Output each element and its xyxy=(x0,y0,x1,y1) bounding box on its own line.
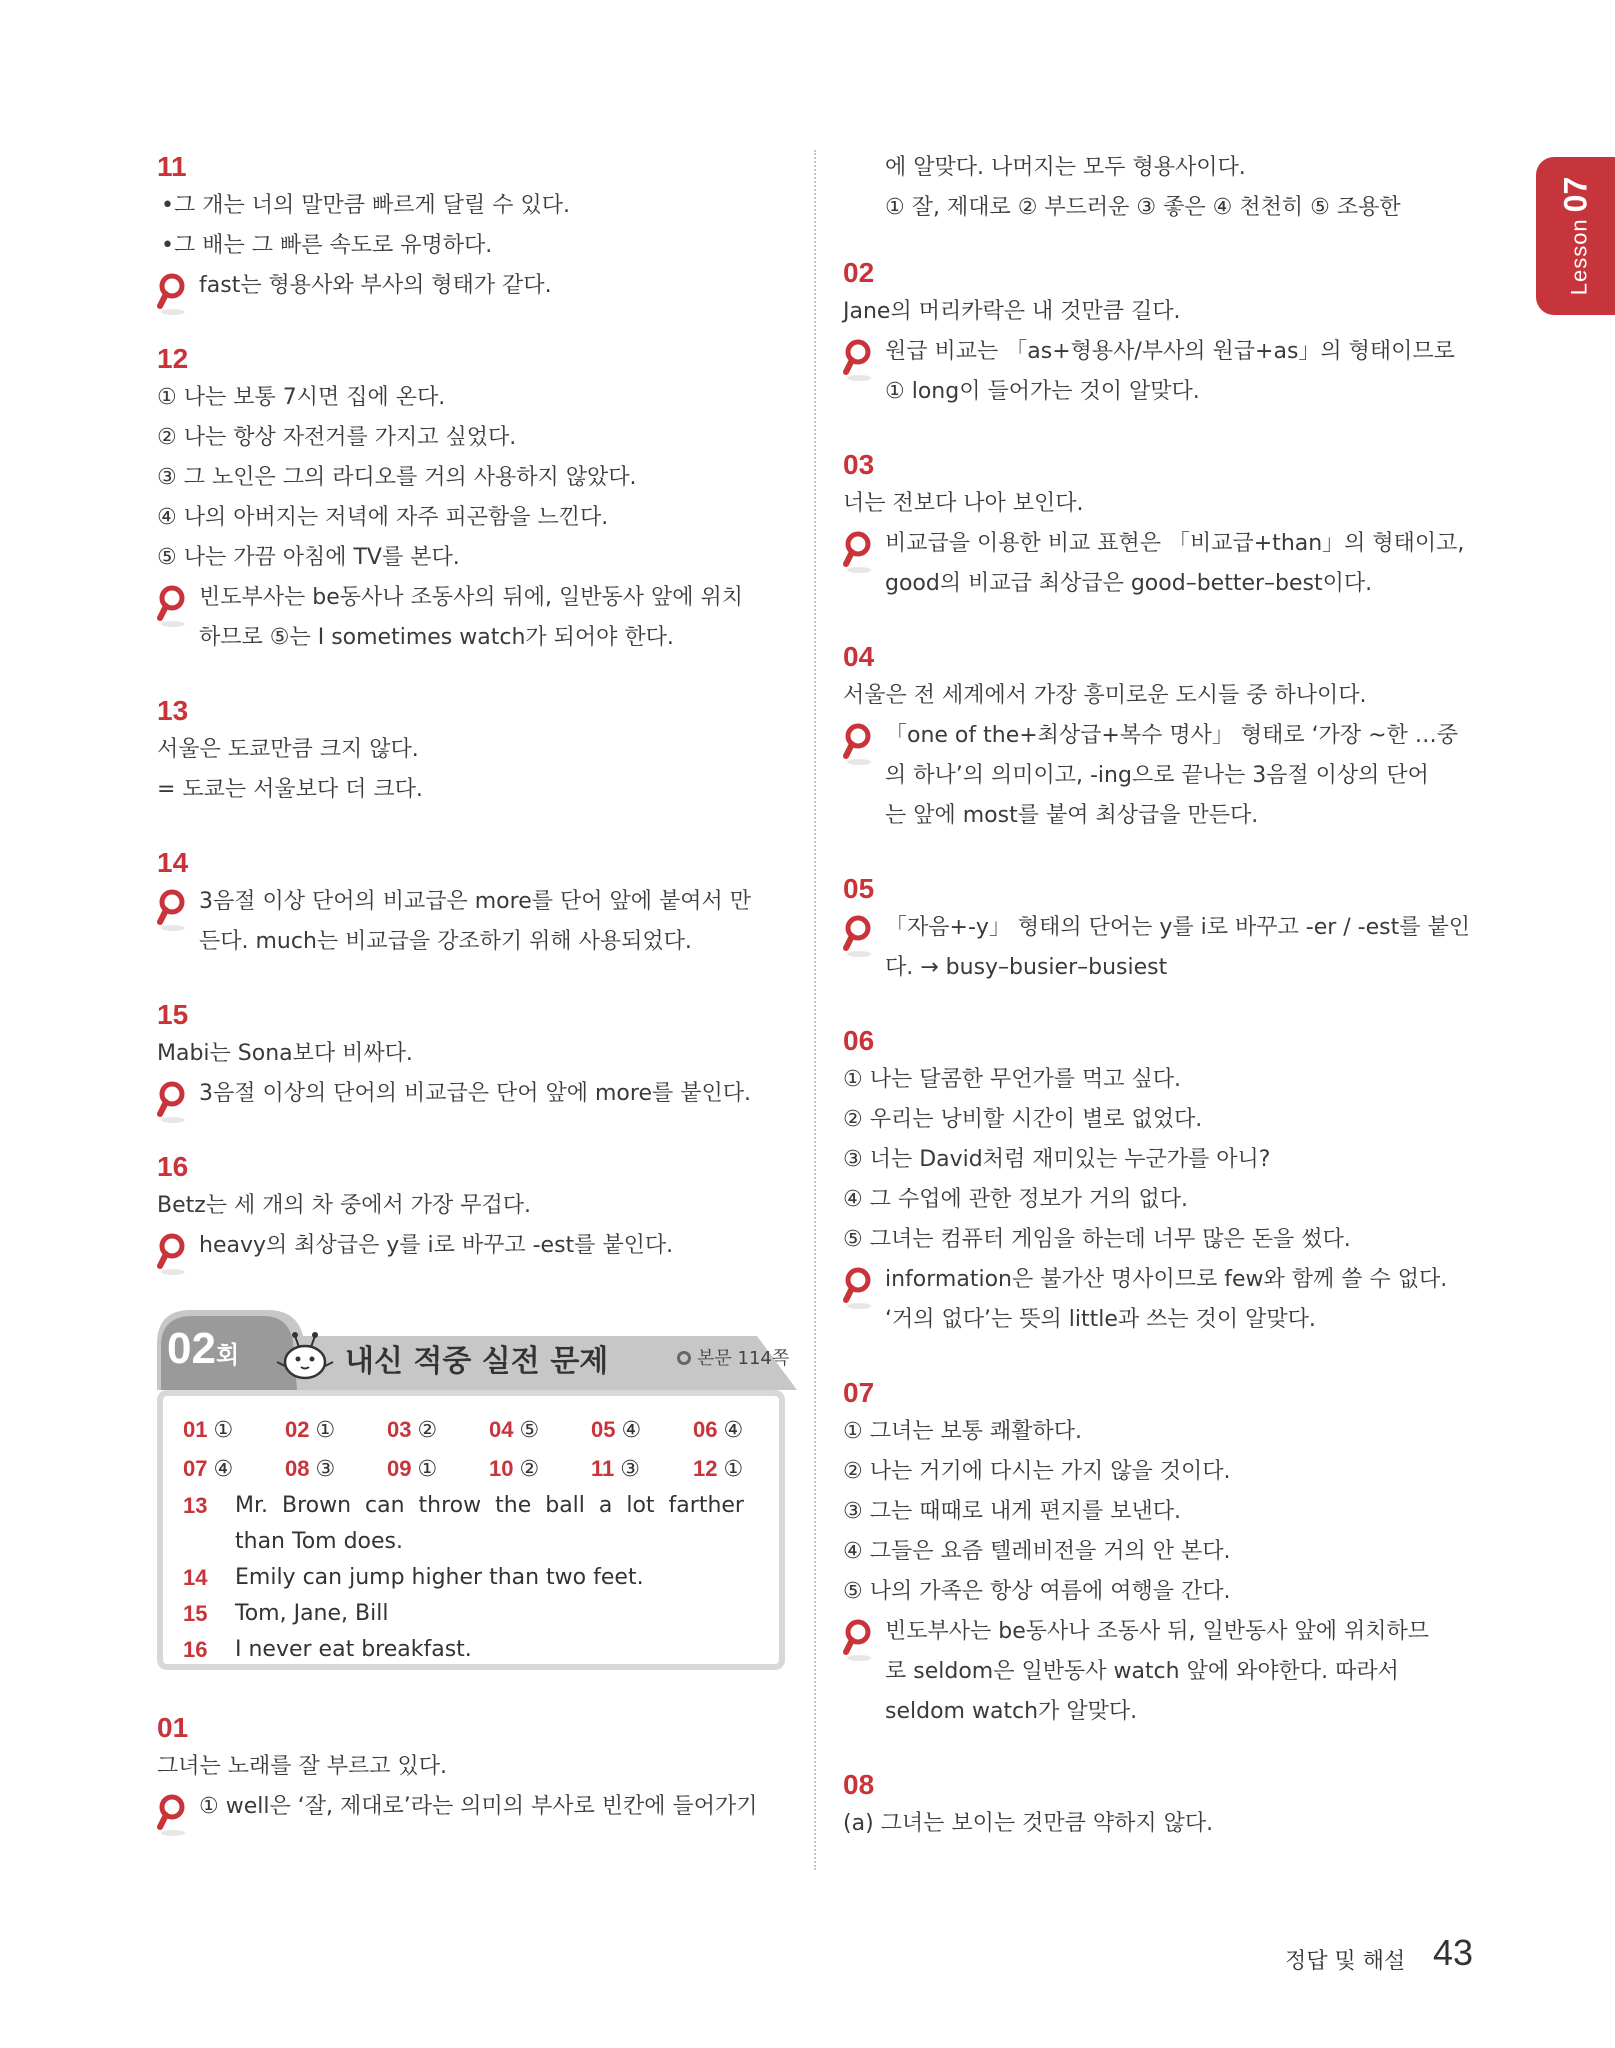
answer-line: 서울은 도쿄만큼 크지 않다. xyxy=(157,737,419,762)
answer-key-number: 08 xyxy=(285,1456,310,1481)
answer-key-text-line: than Tom does. xyxy=(235,1529,403,1554)
answer-key-choice: ④ xyxy=(723,1418,744,1443)
answer-line: ① 나는 달콤한 무언가를 먹고 싶다. xyxy=(843,1067,1181,1092)
column-divider xyxy=(814,150,816,1870)
explanation-text: ① long이 들어가는 것이 알맞다. xyxy=(885,379,1200,404)
answer-key-item xyxy=(387,1451,489,1488)
answer-key-choice: ② xyxy=(519,1457,540,1482)
explanation xyxy=(843,1260,1475,1340)
explanation xyxy=(157,578,787,658)
explanation-text: 빈도부사는 be동사나 조동사의 뒤에, 일반동사 앞에 위치 xyxy=(199,585,743,610)
magnifier-icon xyxy=(157,584,191,628)
question-number: 06 xyxy=(843,1025,875,1056)
question-number: 07 xyxy=(843,1377,875,1408)
answer-grid xyxy=(183,1412,761,1488)
explanation xyxy=(157,1226,787,1266)
answer-line: ④ 그들은 요즘 텔레비전을 거의 안 본다. xyxy=(843,1539,1231,1564)
explanation-text: information은 불가산 명사이므로 few와 함께 쓸 수 없다. xyxy=(885,1267,1448,1292)
answer-key-choice: ① xyxy=(723,1457,744,1482)
answer-key-choice: ③ xyxy=(620,1457,640,1482)
question-07 xyxy=(843,1374,1475,1732)
answer-key-text xyxy=(235,1488,744,1560)
section-header xyxy=(157,1306,817,1390)
answer-key-number: 06 xyxy=(693,1417,718,1442)
question-02 xyxy=(843,254,1475,412)
page-reference xyxy=(677,1344,789,1370)
question-13 xyxy=(157,692,787,810)
question-01 xyxy=(157,1709,787,1827)
answer-key-text-line: Emily can jump higher than two feet. xyxy=(235,1565,644,1590)
question-number: 01 xyxy=(157,1712,189,1743)
answer-key-number: 12 xyxy=(693,1456,718,1481)
section-number-suffix: 회 xyxy=(215,1342,240,1369)
question-number: 04 xyxy=(843,641,875,672)
answer-key-item xyxy=(183,1412,285,1449)
question-16 xyxy=(157,1148,787,1266)
answer-key-item xyxy=(693,1412,795,1449)
answer-line: 서울은 전 세계에서 가장 흥미로운 도시들 중 하나이다. xyxy=(843,683,1367,708)
answer-key-text xyxy=(235,1632,472,1668)
answer-key-box xyxy=(157,1390,785,1670)
magnifier-icon xyxy=(843,530,877,574)
answer-line: ③ 너는 David처럼 재미있는 누군가를 아니? xyxy=(843,1147,1271,1172)
explanation-continued: 에 알맞다. 나머지는 모두 형용사이다. xyxy=(885,155,1246,180)
explanation-continued: ① 잘, 제대로 ② 부드러운 ③ 좋은 ④ 천천히 ⑤ 조용한 xyxy=(885,195,1401,220)
answer-line: Jane의 머리카락은 내 것만큼 길다. xyxy=(843,299,1181,324)
answer-key-item xyxy=(285,1451,387,1488)
question-12 xyxy=(157,340,787,658)
answer-key-number: 01 xyxy=(183,1417,208,1442)
answer-key-choice: ② xyxy=(417,1418,438,1443)
question-number: 12 xyxy=(157,343,189,374)
question-08 xyxy=(843,1766,1475,1844)
answer-line: •그 개는 너의 말만큼 빠르게 달릴 수 있다. xyxy=(161,193,570,218)
question-number: 14 xyxy=(157,847,189,878)
answer-key-number: 10 xyxy=(489,1456,514,1481)
question-number: 02 xyxy=(843,257,875,288)
answer-key-choice: ④ xyxy=(213,1457,234,1482)
answer-key-number: 15 xyxy=(183,1601,208,1626)
magnifier-icon xyxy=(843,722,877,766)
explanation-text: 3음절 이상의 단어의 비교급은 단어 앞에 more를 붙인다. xyxy=(199,1081,751,1106)
answer-line: ② 나는 거기에 다시는 가지 않을 것이다. xyxy=(843,1459,1231,1484)
answer-key-long-item xyxy=(183,1632,761,1668)
explanation-text: 하므로 ⑤는 I sometimes watch가 되어야 한다. xyxy=(199,625,674,650)
long-answers xyxy=(183,1488,761,1668)
explanation xyxy=(157,1074,787,1114)
answer-key-text-line: Mr. Brown can throw the ball a lot farther xyxy=(235,1493,744,1518)
explanation-text: seldom watch가 알맞다. xyxy=(885,1699,1138,1724)
answer-key-item xyxy=(387,1412,489,1449)
page-number: 43 xyxy=(1433,1932,1474,1973)
answer-line: ⑤ 나의 가족은 항상 여름에 여행을 간다. xyxy=(843,1579,1231,1604)
answer-key-item xyxy=(591,1412,693,1449)
answer-line: Betz는 세 개의 차 중에서 가장 무겁다. xyxy=(157,1193,532,1218)
question-number: 08 xyxy=(843,1769,875,1800)
question-01-continued xyxy=(843,148,1475,228)
answer-key-long-item xyxy=(183,1488,761,1560)
explanation xyxy=(157,266,787,306)
answer-key-item xyxy=(591,1451,693,1488)
answer-line: Mabi는 Sona보다 비싸다. xyxy=(157,1041,413,1066)
section-number-digits: 02 xyxy=(167,1324,216,1373)
answer-key-number: 07 xyxy=(183,1456,208,1481)
answer-key-item xyxy=(693,1451,795,1488)
question-number: 05 xyxy=(843,873,875,904)
answer-key-text xyxy=(235,1560,644,1596)
answer-key-choice: ③ xyxy=(315,1457,336,1482)
answer-key-number: 05 xyxy=(591,1417,616,1442)
explanation xyxy=(843,1612,1475,1732)
explanation-text: 「one of the+최상급+복수 명사」 형태로 ‘가장 ~한 …중 xyxy=(885,723,1459,748)
explanation xyxy=(843,716,1475,836)
circle-bullet-icon xyxy=(677,1351,691,1365)
question-number: 16 xyxy=(157,1151,189,1182)
answer-key-number: 16 xyxy=(183,1637,208,1662)
answer-key-number: 13 xyxy=(183,1493,208,1518)
explanation-text: 원급 비교는 「as+형용사/부사의 원급+as」의 형태이므로 xyxy=(885,339,1455,364)
magnifier-icon xyxy=(157,272,191,316)
explanation-text: fast는 형용사와 부사의 형태가 같다. xyxy=(199,273,552,298)
answer-key-item xyxy=(183,1451,285,1488)
answer-line: 그녀는 노래를 잘 부르고 있다. xyxy=(157,1754,447,1779)
question-number: 03 xyxy=(843,449,875,480)
magnifier-icon xyxy=(157,888,191,932)
question-number: 15 xyxy=(157,999,189,1030)
answer-key-number: 04 xyxy=(489,1417,514,1442)
magnifier-icon xyxy=(157,1080,191,1124)
page-reference-text: 본문 114쪽 xyxy=(697,1348,790,1369)
answer-line: ④ 나의 아버지는 저녁에 자주 피곤함을 느낀다. xyxy=(157,505,609,530)
question-15 xyxy=(157,996,787,1114)
answer-key-choice: ① xyxy=(417,1457,438,1482)
right-column xyxy=(843,148,1475,1878)
answer-key-text xyxy=(235,1596,388,1632)
explanation-text: 는 앞에 most를 붙여 최상급을 만든다. xyxy=(885,803,1259,828)
explanation-text: 다. → busy–busier–busiest xyxy=(885,955,1168,980)
explanation-text: 3음절 이상 단어의 비교급은 more를 단어 앞에 붙여서 만 xyxy=(199,889,751,914)
question-number: 13 xyxy=(157,695,189,726)
explanation-text: 「자음+-y」 형태의 단어는 y를 i로 바꾸고 -er / -est를 붙인 xyxy=(885,915,1470,940)
answer-key-number: 03 xyxy=(387,1417,412,1442)
explanation-text: 비교급을 이용한 비교 표현은 「비교급+than」의 형태이고, xyxy=(885,531,1465,556)
answer-line: ③ 그 노인은 그의 라디오를 거의 사용하지 않았다. xyxy=(157,465,637,490)
answer-key-number: 11 xyxy=(591,1456,615,1481)
answer-line: •그 배는 그 빠른 속도로 유명하다. xyxy=(161,233,493,258)
answer-line: ⑤ 나는 가끔 아침에 TV를 본다. xyxy=(157,545,460,570)
lesson-tab-word: Lesson xyxy=(1566,218,1591,296)
footer-label: 정답 및 해설 xyxy=(1285,1949,1406,1974)
answer-line: ④ 그 수업에 관한 정보가 거의 없다. xyxy=(843,1187,1188,1212)
explanation xyxy=(843,908,1475,988)
magnifier-icon xyxy=(157,1793,191,1837)
section-answer-block xyxy=(157,1306,790,1681)
section-title: 내신 적중 실전 문제 xyxy=(345,1344,609,1379)
magnifier-icon xyxy=(843,1266,877,1310)
answer-line: ① 그녀는 보통 쾌활하다. xyxy=(843,1419,1082,1444)
magnifier-icon xyxy=(157,1232,191,1276)
lesson-tab xyxy=(1536,157,1615,315)
question-11 xyxy=(157,148,787,306)
explanation xyxy=(843,332,1475,412)
magnifier-icon xyxy=(843,1618,877,1662)
answer-line: ① 나는 보통 7시면 집에 온다. xyxy=(157,385,446,410)
explanation xyxy=(157,882,787,962)
explanation-text: ① well은 ‘잘, 제대로’라는 의미의 부사로 빈칸에 들어가기 xyxy=(199,1794,758,1819)
answer-line: 너는 전보다 나아 보인다. xyxy=(843,491,1084,516)
answer-key-number: 14 xyxy=(183,1565,208,1590)
answer-key-choice: ① xyxy=(213,1418,234,1443)
answer-line: ② 나는 항상 자전거를 가지고 싶었다. xyxy=(157,425,517,450)
answer-key-text-line: I never eat breakfast. xyxy=(235,1637,472,1662)
answer-line: ③ 그는 때때로 내게 편지를 보낸다. xyxy=(843,1499,1181,1524)
magnifier-icon xyxy=(843,914,877,958)
answer-key-choice: ⑤ xyxy=(519,1418,540,1443)
answer-line: = 도쿄는 서울보다 더 크다. xyxy=(157,777,423,802)
explanation-text: heavy의 최상급은 y를 i로 바꾸고 -est를 붙인다. xyxy=(199,1233,674,1258)
answer-key-item xyxy=(489,1412,591,1449)
question-14 xyxy=(157,844,787,962)
explanation xyxy=(843,524,1475,604)
answer-key-item xyxy=(285,1412,387,1449)
answer-key-number: 09 xyxy=(387,1456,412,1481)
question-04 xyxy=(843,638,1475,836)
answer-key-long-item xyxy=(183,1560,761,1596)
explanation-text: 의 하나’의 의미이고, -ing으로 끝나는 3음절 이상의 단어 xyxy=(885,763,1429,788)
answer-key-number: 02 xyxy=(285,1417,310,1442)
explanation-text: ‘거의 없다’는 뜻의 little과 쓰는 것이 알맞다. xyxy=(885,1307,1316,1332)
answer-key-choice: ① xyxy=(315,1418,336,1443)
answer-line: (a) 그녀는 보이는 것만큼 약하지 않다. xyxy=(843,1811,1214,1836)
explanation-text: 든다. much는 비교급을 강조하기 위해 사용되었다. xyxy=(199,929,692,954)
explanation-text: good의 비교급 최상급은 good–better–best이다. xyxy=(885,571,1373,596)
explanation-text: 로 seldom은 일반동사 watch 앞에 와야한다. 따라서 xyxy=(885,1659,1399,1684)
question-06 xyxy=(843,1022,1475,1340)
question-03 xyxy=(843,446,1475,604)
question-number: 11 xyxy=(157,151,187,182)
section-number xyxy=(167,1324,239,1374)
answer-key-long-item xyxy=(183,1596,761,1632)
left-column xyxy=(157,148,790,1861)
magnifier-icon xyxy=(843,338,877,382)
answer-line: ② 우리는 낭비할 시간이 별로 없었다. xyxy=(843,1107,1203,1132)
answer-key-choice: ④ xyxy=(621,1418,642,1443)
explanation xyxy=(157,1787,787,1827)
answer-line: ⑤ 그녀는 컴퓨터 게임을 하는데 너무 많은 돈을 썼다. xyxy=(843,1227,1351,1252)
explanation-text: 빈도부사는 be동사나 조동사 뒤, 일반동사 앞에 위치하므 xyxy=(885,1619,1429,1644)
answer-key-item xyxy=(489,1451,591,1488)
question-05 xyxy=(843,870,1475,988)
lesson-tab-number: 07 xyxy=(1557,176,1593,213)
answer-key-text-line: Tom, Jane, Bill xyxy=(235,1601,389,1626)
